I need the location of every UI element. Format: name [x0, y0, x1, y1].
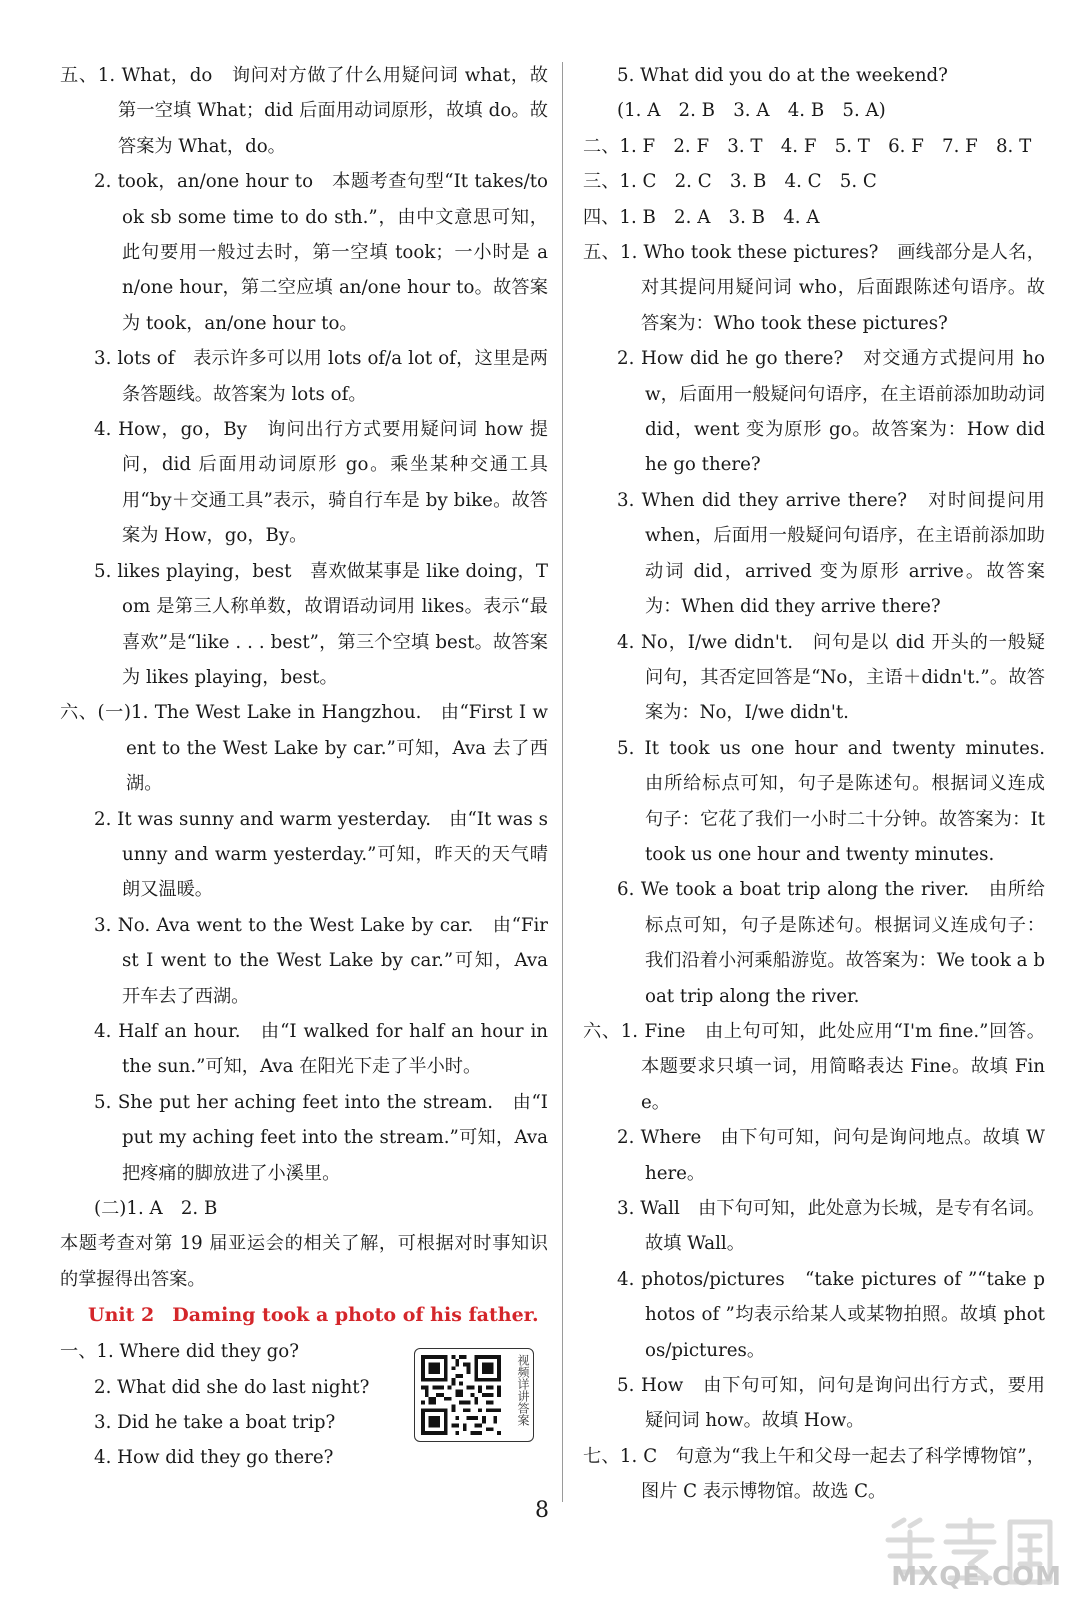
answer-paragraph: 六、1. Fine 由上句可知，此处应用“I'm fine.”回答。本题要求只填一词，用简略表达 Fine。故填 Fine。 — [583, 1020, 1045, 1113]
right-column — [583, 58, 1064, 1510]
answer-paragraph: 六、(一)1. The West Lake in Hangzhou. 由“First I went to the West Lake by car.”可知，Ava 去了西湖。 — [60, 702, 548, 795]
answer-paragraph: 6. We took a boat trip along the river. 由所给标点可知，句子是陈述句。根据词义连成句子：我们沿着小河乘船游览。故答案为：We took a boat trip along the river. — [617, 879, 1045, 1007]
answer-paragraph: 5. How 由下句可知，问句是询问出行方式，要用疑问词 how。故填 How。 — [617, 1375, 1045, 1432]
answer-paragraph: 3. No. Ava went to the West Lake by car. 由“First I went to the West Lake by car.”可知，Ava 开车去了西湖。 — [94, 914, 548, 1007]
answer-line: 2. What did she do last night? — [94, 1376, 370, 1398]
answer-paragraph: 3. lots of 表示许多可以用 lots of/a lot of，这里是两条答题线。故答案为 lots of。 — [94, 348, 548, 405]
qr-code-icon — [421, 1355, 501, 1435]
answer-paragraph: 4. photos/pictures “take pictures of ”“take photos of ”均表示给某人或某物拍照。故填 photos/pictures。 — [617, 1268, 1045, 1361]
answer-paragraph: 4. No，I/we didn't. 问句是以 did 开头的一般疑问句，其否定回答是“No，主语＋didn't.”。故答案为：No，I/we didn't. — [617, 631, 1045, 724]
answer-line: 4. How did they go there? — [94, 1447, 334, 1469]
qr-label: 视频详讲答案 — [516, 1354, 530, 1426]
unit-label: Unit 2 — [88, 1304, 155, 1327]
answer-paragraph: 5. likes playing，best 喜欢做某事是 like doing，Tom 是第三人称单数，故谓语动词用 likes。表示“最喜欢”是“like . . . best”，第三个空填 best。故答案为 likes playing，best。 — [94, 560, 548, 688]
answer-paragraph: 2. It was sunny and warm yesterday. 由“It was sunny and warm yesterday.”可知，昨天的天气晴朗又温暖。 — [94, 808, 548, 901]
answer-line: 四、1. B 2. A 3. B 4. A — [583, 206, 820, 228]
answer-paragraph: 2. took，an/one hour to 本题考查句型“It takes/took sb some time to do sth.”，由中文意思可知，此句要用一般过去时，第一空填 took；一小时是 an/one hour，第二空应填 an/one hour to。故答案为 took，an/one hour to。 — [94, 171, 548, 334]
answer-line: 二、1. F 2. F 3. T 4. F 5. T 6. F 7. F 8. T — [583, 135, 1032, 157]
answer-paragraph: 3. Wall 由下句可知，此处意为长城，是专有名词。故填 Wall。 — [617, 1198, 1045, 1255]
answer-paragraph: 3. When did they arrive there? 对时间提问用 when，后面用一般疑问句语序，在主语前添加助动词 did，arrived 变为原形 arrive。故答案为：When did they arrive there? — [617, 489, 1045, 618]
answer-paragraph: 5. She put her aching feet into the stream. 由“I put my aching feet into the stream.”可知，Ava 把疼痛的脚放进了小溪里。 — [94, 1091, 548, 1184]
answer-line: 三、1. C 2. C 3. B 4. C 5. C — [583, 171, 877, 193]
answer-paragraph: 五、1. Who took these pictures? 画线部分是人名，对其提问用疑问词 who，后面跟陈述句语序。故答案为：Who took these pictures? — [583, 242, 1045, 334]
answer-line: (二)1. A 2. B — [94, 1198, 218, 1219]
answer-line: 3. Did he take a boat trip? — [94, 1412, 336, 1434]
answer-paragraph: 4. Half an hour. 由“I walked for half an hour in the sun.”可知，Ava 在阳光下走了半小时。 — [94, 1020, 548, 1078]
answer-paragraph: 七、1. C 句意为“我上午和父母一起去了科学博物馆”，图片 C 表示博物馆。故选 C。 — [583, 1445, 1045, 1503]
unit-title: Daming took a photo of his father. — [172, 1304, 539, 1327]
qr-code-box[interactable] — [414, 1348, 534, 1442]
column-divider — [562, 62, 563, 1502]
answer-line: 5. What did you do at the weekend? — [617, 65, 948, 86]
unit-heading — [60, 1297, 548, 1334]
answer-line: (1. A 2. B 3. A 4. B 5. A) — [617, 100, 886, 122]
watermark-url: MXQE.COM — [891, 1562, 1062, 1592]
left-column — [60, 58, 548, 1476]
page-number: 8 — [535, 1498, 549, 1523]
answer-paragraph: 五、1. What，do 询问对方做了什么用疑问词 what，故第一空填 What；did 后面用动词原形，故填 do。故答案为 What，do。 — [60, 65, 548, 157]
answer-line: 一、1. Where did they go? — [60, 1341, 299, 1363]
answer-paragraph: 4. How，go，By 询问出行方式要用疑问词 how 提问，did 后面用动词原形 go。乘坐某种交通工具用“by＋交通工具”表示，骑自行车是 by bike。故答案为 How，go，By。 — [94, 419, 548, 547]
answer-paragraph: 2. How did he go there? 对交通方式提问用 how，后面用一般疑问句语序，在主语前添加助动词 did，went 变为原形 go。故答案为：How did he go there? — [617, 348, 1045, 476]
answer-paragraph: 本题考查对第 19 届亚运会的相关了解，可根据对时事知识的掌握得出答案。 — [60, 1233, 548, 1290]
answer-paragraph: 5. It took us one hour and twenty minutes. 由所给标点可知，句子是陈述句。根据词义连成句子：它花了我们一小时二十分钟。故答案为：It took us one hour and twenty minutes. — [617, 737, 1064, 865]
answer-paragraph: 2. Where 由下句可知，问句是询问地点。故填 Where。 — [617, 1127, 1045, 1184]
